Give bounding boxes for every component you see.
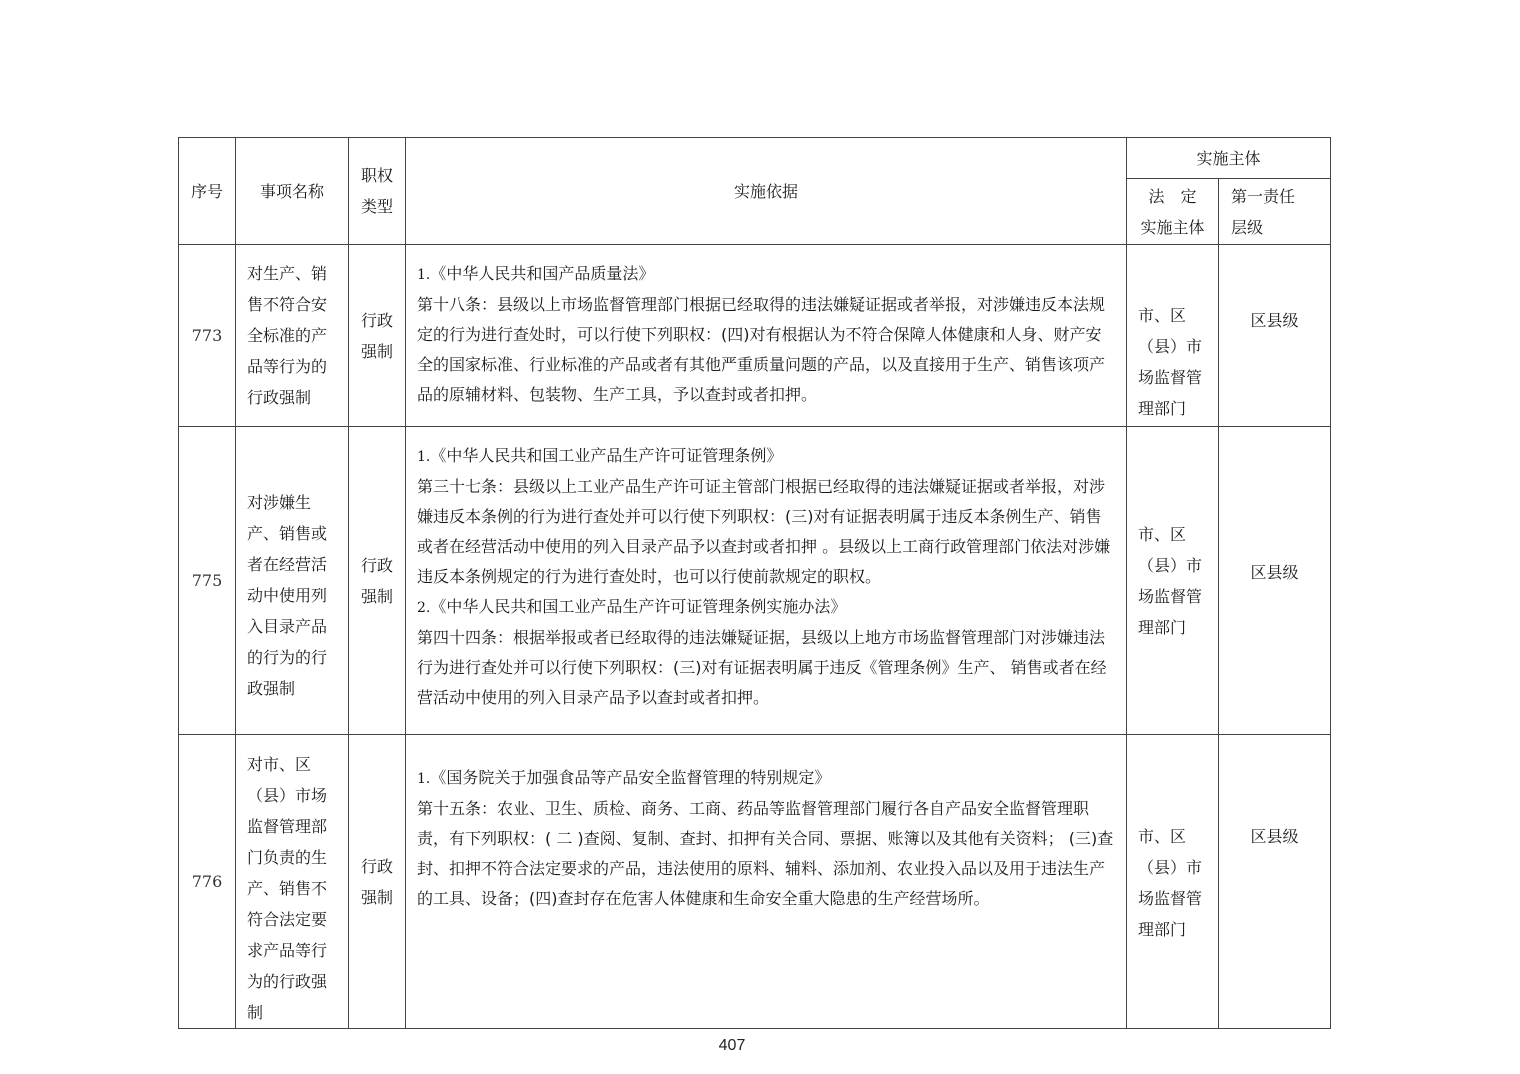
header-name: 事项名称 bbox=[236, 138, 349, 245]
row-authority-type bbox=[349, 427, 406, 735]
law-text: 第三十七条：县级以上工业产品生产许可证主管部门根据已经取得的违法嫌疑证据或者举报，对涉嫌违反本条例的行为进行查处并可以行使下列职权：(三)对有证据表明属于违反本条例生产、销售或者在经营活动中使用的列入目录产品予以查封或者扣押 。县级以上工商行政管理部门依法对涉嫌违反本条例规定的行为进行查处时，也可以行使前款规定的职权。 bbox=[417, 477, 1111, 586]
header-type-line2: 类型 bbox=[360, 197, 393, 216]
law-title bbox=[417, 259, 1116, 290]
row-level: 区县级 bbox=[1219, 735, 1331, 1029]
row-basis bbox=[406, 245, 1127, 427]
row-number: 773 bbox=[179, 245, 236, 427]
law-number: 1. bbox=[417, 267, 431, 283]
row-legal-body: 市、区（县）市场监督管理部门 bbox=[1127, 427, 1219, 735]
header-type bbox=[349, 138, 406, 245]
law-title-text: 《中华人民共和国工业产品生产许可证管理条例》 bbox=[430, 446, 783, 465]
law-title-text: 《中华人民共和国产品质量法》 bbox=[430, 264, 655, 283]
header-legal-line1: 法 定 bbox=[1148, 186, 1197, 206]
header-type-line1: 职权 bbox=[360, 166, 393, 185]
law-title bbox=[417, 441, 1116, 472]
row-number: 776 bbox=[179, 735, 236, 1029]
header-level bbox=[1219, 179, 1331, 245]
authority-table bbox=[178, 137, 1331, 1029]
header-level-line2: 层级 bbox=[1231, 217, 1264, 237]
row-number: 775 bbox=[179, 427, 236, 735]
law-number: 2. bbox=[417, 600, 431, 616]
law-text: 第十五条：农业、卫生、质检、商务、工商、药品等监督管理部门履行各自产品安全监督管理职责，有下列职权：( 二 )查阅、复制、查封、扣押有关合同、票据、账簿以及其他有关资料； (三)查封、扣押不符合法定要求的产品，违法使用的原料、辅料、添加剂、农业投入品以及用于违法生产的工具、设备；(四)查封存在危害人体健康和生命安全重大隐患的生产经营场所。 bbox=[417, 799, 1114, 908]
row-basis bbox=[406, 735, 1127, 1029]
type-line1: 行政 bbox=[360, 555, 393, 575]
header-subject: 实施主体 bbox=[1127, 138, 1331, 179]
law-title bbox=[417, 763, 1116, 794]
law-text: 第四十四条：根据举报或者已经取得的违法嫌疑证据，县级以上地方市场监督管理部门对涉嫌违法行为进行查处并可以行使下列职权：(三)对有证据表明属于违反《管理条例》生产、 销售或者在经营活动中使用的列入目录产品予以查封或者扣押。 bbox=[417, 628, 1107, 707]
law-number: 1. bbox=[417, 771, 431, 787]
law-text: 第十八条：县级以上市场监督管理部门根据已经取得的违法嫌疑证据或者举报，对涉嫌违反本法规定的行为进行查处时，可以行使下列职权：(四)对有根据认为不符合保障人体健康和人身、财产安全的国家标准、行业标准的产品或者有其他严重质量问题的产品，以及直接用于生产、销售该项产品的原辅材料、包装物、生产工具，予以查封或者扣押。 bbox=[417, 295, 1106, 404]
row-item-name: 对涉嫌生产、销售或者在经营活动中使用列入目录产品的行为的行政强制 bbox=[236, 427, 349, 735]
type-line2: 强制 bbox=[360, 341, 393, 361]
row-item-name: 对生产、销售不符合安全标准的产品等行为的行政强制 bbox=[236, 245, 349, 427]
type-line2: 强制 bbox=[360, 887, 393, 907]
law-number: 1. bbox=[417, 449, 431, 465]
page-number: 407 bbox=[718, 1037, 746, 1054]
law-title-text: 《国务院关于加强食品等产品安全监督管理的特别规定》 bbox=[430, 768, 831, 787]
type-line1: 行政 bbox=[360, 856, 393, 876]
row-level: 区县级 bbox=[1219, 427, 1331, 735]
row-level: 区县级 bbox=[1219, 245, 1331, 427]
row-basis bbox=[406, 427, 1127, 735]
row-authority-type bbox=[349, 245, 406, 427]
header-num: 序号 bbox=[179, 138, 236, 245]
row-item-name: 对市、区（县）市场监督管理部门负责的生产、销售不符合法定要求产品等行为的行政强制 bbox=[236, 735, 349, 1029]
law-title-text: 《中华人民共和国工业产品生产许可证管理条例实施办法》 bbox=[430, 597, 847, 616]
table-row bbox=[179, 245, 1331, 427]
law-title bbox=[417, 592, 1116, 623]
header-level-line1: 第一责任 bbox=[1231, 186, 1296, 206]
row-legal-body: 市、区（县）市场监督管理部门 bbox=[1127, 245, 1219, 427]
table-row bbox=[179, 427, 1331, 735]
header-legal-line2: 实施主体 bbox=[1140, 217, 1205, 237]
type-line2: 强制 bbox=[360, 586, 393, 606]
header-basis: 实施依据 bbox=[406, 138, 1127, 245]
row-legal-body: 市、区（县）市场监督管理部门 bbox=[1127, 735, 1219, 1029]
row-authority-type bbox=[349, 735, 406, 1029]
table-row bbox=[179, 735, 1331, 1029]
header-legal-subject bbox=[1127, 179, 1219, 245]
type-line1: 行政 bbox=[360, 310, 393, 330]
